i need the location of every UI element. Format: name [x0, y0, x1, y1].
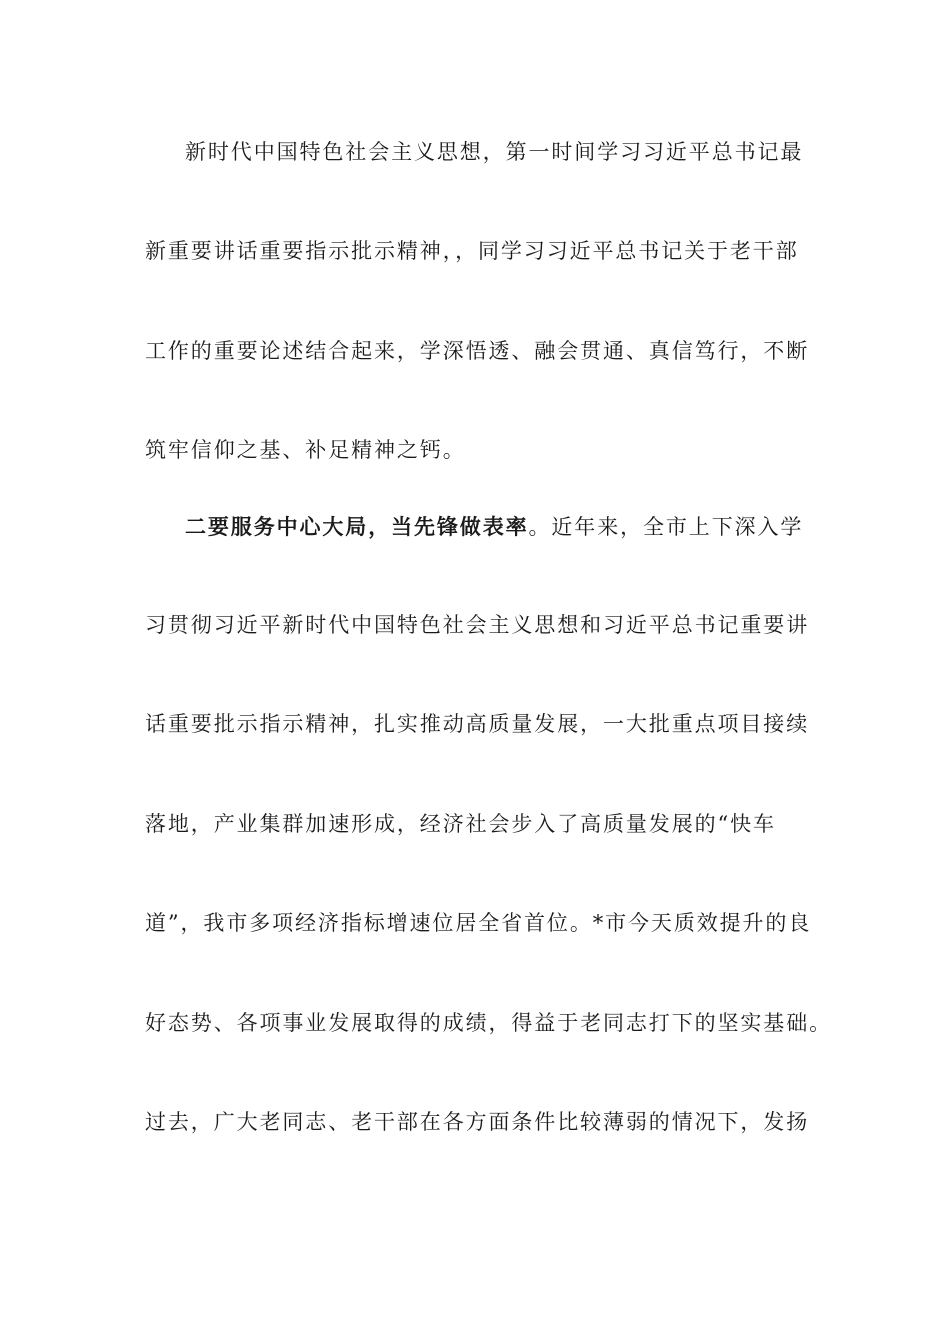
paragraph-line: 工作的重要论述结合起来，学深悟透、融会贯通、真信笃行，不断: [145, 339, 810, 363]
paragraph-line: 过去，广大老同志、老干部在各方面条件比较薄弱的情况下，发扬: [145, 1110, 810, 1134]
section-heading-line: [185, 516, 803, 538]
paragraph-line: 新时代中国特色社会主义思想，第一时间学习习近平总书记最: [185, 140, 804, 164]
paragraph-line: 筑牢信仰之基、补足精神之钙。: [145, 438, 466, 462]
paragraph-line: 话重要批示指示精神，扎实推动高质量发展，一大批重点项目接续: [145, 712, 810, 736]
paragraph-line: 习贯彻习近平新时代中国特色社会主义思想和习近平总书记重要讲: [145, 613, 810, 637]
section-heading: 二要服务中心大局，当先锋做表率: [185, 514, 529, 539]
paragraph-line: 新重要讲话重要指示批示精神，，同学习习近平总书记关于老干部: [145, 239, 799, 263]
section-heading-tail: 。近年来，全市上下深入学: [528, 515, 804, 539]
paragraph-line: 好态势、各项事业发展取得的成绩，得益于老同志打下的坚实基础。: [145, 1011, 832, 1035]
paragraph-line: 道”，我市多项经济指标增速位居全省首位。*市今天质效提升的良: [145, 911, 812, 935]
paragraph-line: 落地，产业集群加速形成，经济社会步入了高质量发展的“快车: [145, 812, 776, 836]
